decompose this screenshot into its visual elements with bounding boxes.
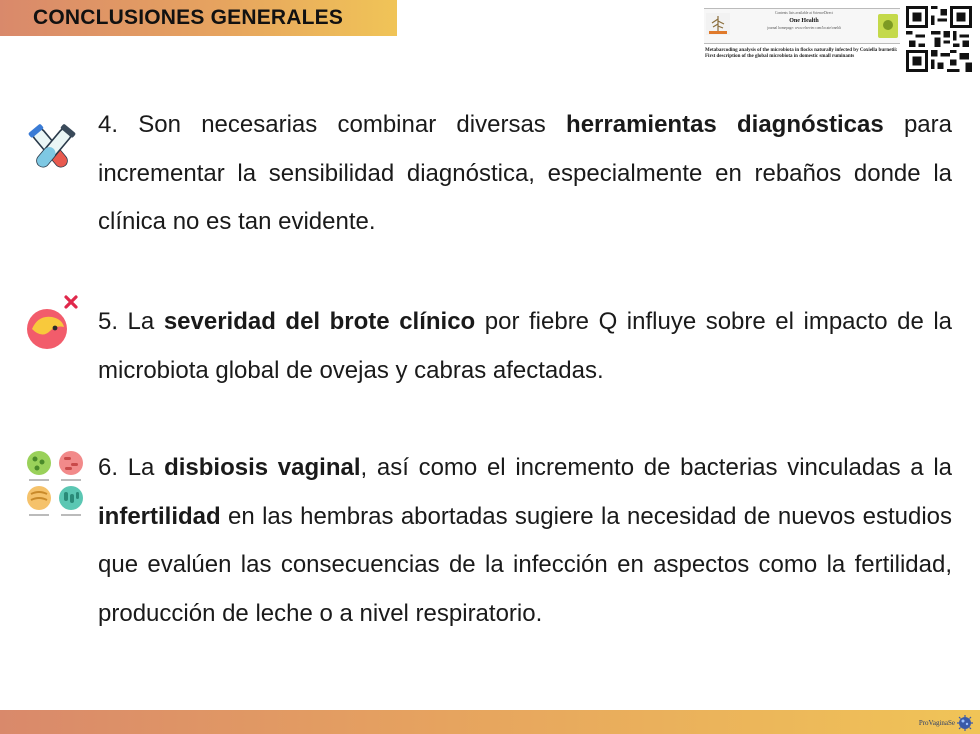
test-tubes-icon (22, 122, 82, 178)
placenta-icon (22, 295, 84, 353)
footer-logo (919, 714, 974, 732)
paper-reference[interactable] (704, 4, 900, 70)
journal-header (704, 8, 900, 44)
journal-contents-line: Contents lists available at ScienceDirect (775, 11, 833, 15)
text-segment: en las hembras abortadas sugiere la necesidad de nuevos estudios que evalúen las consecuencias de la infección en aspectos como la fertilidad, producción de leche o a nivel respiratorio. (98, 502, 952, 627)
text-segment: , así como el incremento de bacterias vinculadas a la (360, 454, 952, 481)
text-segment: 4. Son necesarias combinar diversas (98, 111, 567, 138)
text-segment: para incrementar la sensibilidad diagnóstica, especialmente en rebaños donde la clínica no es tan evidente. (98, 111, 952, 235)
conclusion-item (98, 101, 952, 247)
text-segment: por fiebre Q influye sobre el impacto de la microbiota global de ovejas y cabras afectadas. (98, 308, 953, 384)
paper-title: Metabarcoding analysis of the microbiota in flocks naturally infected by Coxiella burnetii: First description of the global microbiota in domestic small ruminants (705, 48, 898, 59)
journal-info (734, 11, 874, 31)
bold-text: infertilidad (98, 502, 221, 530)
conclusion-item (98, 444, 952, 638)
qr-code-icon[interactable] (906, 6, 972, 72)
bold-text: severidad del brote clínico (163, 308, 476, 335)
footer-logo-text: ProVaginaSe (918, 719, 955, 727)
journal-homepage: journal homepage: www.elsevier.com/locate/onehlt (767, 26, 841, 30)
bold-text: herramientas diagnósticas (566, 111, 884, 138)
text-segment: 6. La (98, 454, 165, 481)
footer-bar (0, 710, 980, 734)
bacteria-icon (24, 448, 88, 520)
page-title: CONCLUSIONES GENERALES (33, 6, 344, 29)
conclusion-item (98, 298, 952, 395)
journal-cover-icon (878, 14, 898, 38)
bold-text: disbiosis vaginal (164, 454, 361, 481)
microbe-logo-icon (956, 714, 974, 732)
text-segment: 5. La (98, 308, 164, 335)
elsevier-logo-icon (706, 13, 730, 35)
title-bar (0, 0, 397, 36)
journal-name: One Health (789, 18, 819, 24)
